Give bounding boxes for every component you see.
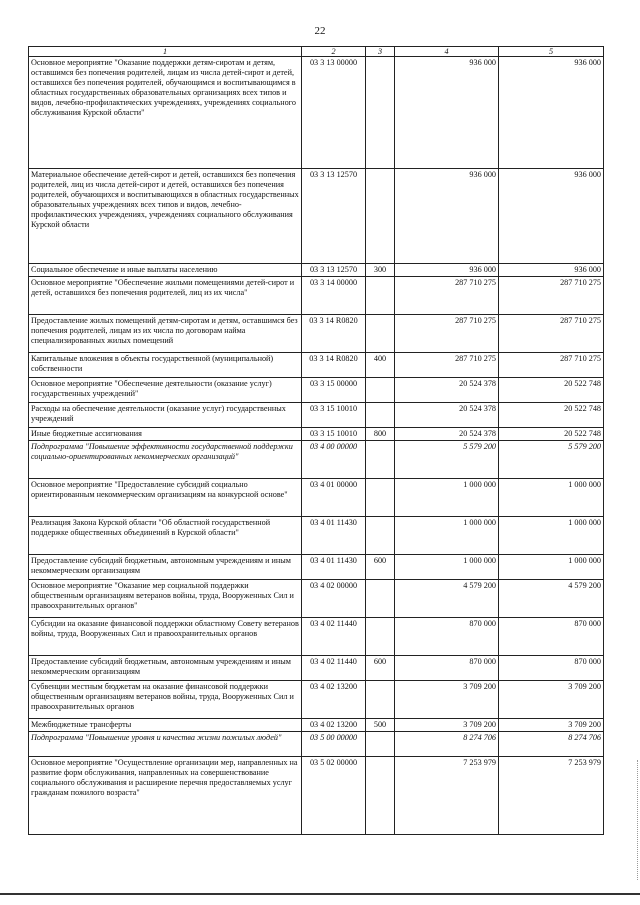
table-row <box>29 517 604 555</box>
row-name: Основное мероприятие "Оказание мер социальной поддержки общественным организациям ветеранов войны, труда, Вооруженных Сил и правоохранительных органов" <box>29 580 302 618</box>
row-code: 03 5 02 00000 <box>302 757 366 835</box>
row-expense-type: 600 <box>366 555 395 580</box>
row-code: 03 3 15 10010 <box>302 428 366 441</box>
row-value-col4: 287 710 275 <box>395 277 499 315</box>
row-value-col4: 20 524 378 <box>395 378 499 403</box>
row-value-col5: 936 000 <box>499 57 604 169</box>
row-value-col4: 8 274 706 <box>395 732 499 757</box>
table-row <box>29 618 604 656</box>
row-value-col5: 8 274 706 <box>499 732 604 757</box>
row-code: 03 4 02 00000 <box>302 580 366 618</box>
row-value-col5: 870 000 <box>499 618 604 656</box>
row-code: 03 3 13 12570 <box>302 169 366 264</box>
row-value-col4: 7 253 979 <box>395 757 499 835</box>
row-value-col5: 936 000 <box>499 169 604 264</box>
row-name: Подпрограмма "Повышение уровня и качества жизни пожилых людей" <box>29 732 302 757</box>
row-expense-type <box>366 681 395 719</box>
row-value-col4: 870 000 <box>395 618 499 656</box>
row-name: Подпрограмма "Повышение эффективности государственной поддержки социально-ориентированных некоммерческих организаций" <box>29 441 302 479</box>
row-name: Предоставление жилых помещений детям-сиротам и детям, оставшимся без попечения родителей, лицам из их числа по договорам найма специализированных жилых помещений <box>29 315 302 353</box>
row-value-col5: 1 000 000 <box>499 517 604 555</box>
row-code: 03 3 13 12570 <box>302 264 366 277</box>
row-value-col4: 1 000 000 <box>395 479 499 517</box>
row-name: Социальное обеспечение и иные выплаты населению <box>29 264 302 277</box>
row-name: Предоставление субсидий бюджетным, автономным учреждениям и иным некоммерческим организациям <box>29 656 302 681</box>
row-name: Основное мероприятие "Обеспечение деятельности (оказание услуг) государственных учреждений" <box>29 378 302 403</box>
table-row <box>29 441 604 479</box>
row-code: 03 3 15 10010 <box>302 403 366 428</box>
row-value-col5: 870 000 <box>499 656 604 681</box>
table-row <box>29 403 604 428</box>
row-expense-type <box>366 378 395 403</box>
row-value-col4: 20 524 378 <box>395 403 499 428</box>
table-row <box>29 580 604 618</box>
row-code: 03 3 14 R0820 <box>302 353 366 378</box>
row-value-col5: 4 579 200 <box>499 580 604 618</box>
row-value-col5: 20 522 748 <box>499 428 604 441</box>
header-col-5: 5 <box>499 47 604 57</box>
table-row <box>29 719 604 732</box>
row-value-col4: 936 000 <box>395 169 499 264</box>
budget-table <box>28 46 604 835</box>
row-code: 03 4 00 00000 <box>302 441 366 479</box>
row-value-col4: 3 709 200 <box>395 719 499 732</box>
table-row <box>29 353 604 378</box>
row-expense-type <box>366 169 395 264</box>
table-row <box>29 479 604 517</box>
row-name: Субвенции местным бюджетам на оказание финансовой поддержки общественным организациям ветеранов войны, труда, Вооруженных Сил и правоохранительных органов <box>29 681 302 719</box>
row-value-col4: 870 000 <box>395 656 499 681</box>
row-expense-type <box>366 403 395 428</box>
row-value-col4: 3 709 200 <box>395 681 499 719</box>
row-expense-type: 600 <box>366 656 395 681</box>
row-name: Иные бюджетные ассигнования <box>29 428 302 441</box>
row-expense-type <box>366 618 395 656</box>
table-row <box>29 378 604 403</box>
row-code: 03 4 02 13200 <box>302 681 366 719</box>
row-value-col4: 5 579 200 <box>395 441 499 479</box>
header-col-4: 4 <box>395 47 499 57</box>
row-value-col5: 3 709 200 <box>499 681 604 719</box>
row-value-col4: 287 710 275 <box>395 353 499 378</box>
row-name: Основное мероприятие "Осуществление организации мер, направленных на развитие форм обслуживания, направленных на совершенствование социального обслуживания и расширение перечня предоставляемых услуг гражданам пожилого возраста" <box>29 757 302 835</box>
row-value-col5: 5 579 200 <box>499 441 604 479</box>
row-value-col5: 7 253 979 <box>499 757 604 835</box>
row-value-col4: 936 000 <box>395 264 499 277</box>
scan-bottom-edge <box>0 893 640 895</box>
row-expense-type <box>366 277 395 315</box>
header-col-3: 3 <box>366 47 395 57</box>
row-value-col4: 1 000 000 <box>395 555 499 580</box>
row-code: 03 4 02 11440 <box>302 656 366 681</box>
row-value-col4: 287 710 275 <box>395 315 499 353</box>
row-value-col5: 1 000 000 <box>499 555 604 580</box>
table-row <box>29 555 604 580</box>
row-name: Материальное обеспечение детей-сирот и детей, оставшихся без попечения родителей, лиц из числа детей-сирот и детей, оставшихся без попечения родителей, обучающихся и воспитывающихся в областных государственных образовательных учреждениях всех типов и видов, лечебно-профилактических учреждениях, учреждениях социального обслуживания Курской области <box>29 169 302 264</box>
row-code: 03 4 02 13200 <box>302 719 366 732</box>
row-value-col5: 20 522 748 <box>499 378 604 403</box>
row-value-col4: 1 000 000 <box>395 517 499 555</box>
row-expense-type <box>366 580 395 618</box>
row-expense-type: 500 <box>366 719 395 732</box>
row-code: 03 3 14 00000 <box>302 277 366 315</box>
row-value-col5: 3 709 200 <box>499 719 604 732</box>
table-row <box>29 277 604 315</box>
row-name: Предоставление субсидий бюджетным, автономным учреждениям и иным некоммерческим организациям <box>29 555 302 580</box>
row-expense-type: 400 <box>366 353 395 378</box>
row-expense-type <box>366 315 395 353</box>
table-row <box>29 656 604 681</box>
row-name: Основное мероприятие "Предоставление субсидий социально ориентированным некоммерческим организациям на конкурсной основе" <box>29 479 302 517</box>
row-expense-type <box>366 57 395 169</box>
row-code: 03 3 13 00000 <box>302 57 366 169</box>
row-name: Расходы на обеспечение деятельности (оказание услуг) государственных учреждений <box>29 403 302 428</box>
row-value-col5: 287 710 275 <box>499 315 604 353</box>
table-header-row <box>29 47 604 57</box>
row-expense-type: 300 <box>366 264 395 277</box>
row-value-col4: 936 000 <box>395 57 499 169</box>
row-expense-type: 800 <box>366 428 395 441</box>
table-row <box>29 428 604 441</box>
row-name: Межбюджетные трансферты <box>29 719 302 732</box>
row-value-col5: 1 000 000 <box>499 479 604 517</box>
row-expense-type <box>366 732 395 757</box>
row-value-col4: 4 579 200 <box>395 580 499 618</box>
row-name: Капитальные вложения в объекты государственной (муниципальной) собственности <box>29 353 302 378</box>
row-value-col4: 20 524 378 <box>395 428 499 441</box>
row-name: Субсидии на оказание финансовой поддержки областному Совету ветеранов войны, труда, Вооруженных Сил и правоохранительных органов <box>29 618 302 656</box>
row-value-col5: 287 710 275 <box>499 277 604 315</box>
header-col-1: 1 <box>29 47 302 57</box>
table-row <box>29 732 604 757</box>
table-row <box>29 757 604 835</box>
row-name: Основное мероприятие "Обеспечение жильми помещениями детей-сирот и детей, оставшихся без попечения родителей, лиц из их числа" <box>29 277 302 315</box>
row-expense-type <box>366 479 395 517</box>
row-code: 03 4 01 11430 <box>302 555 366 580</box>
page-number: 22 <box>314 25 326 37</box>
row-value-col5: 936 000 <box>499 264 604 277</box>
table-row <box>29 169 604 264</box>
row-expense-type <box>366 441 395 479</box>
row-code: 03 4 01 00000 <box>302 479 366 517</box>
row-expense-type <box>366 757 395 835</box>
table-row <box>29 315 604 353</box>
scan-edge-mark <box>636 760 638 880</box>
row-code: 03 3 14 R0820 <box>302 315 366 353</box>
row-code: 03 4 01 11430 <box>302 517 366 555</box>
header-col-2: 2 <box>302 47 366 57</box>
table-row <box>29 57 604 169</box>
row-expense-type <box>366 517 395 555</box>
row-code: 03 5 00 00000 <box>302 732 366 757</box>
table-row <box>29 681 604 719</box>
row-code: 03 4 02 11440 <box>302 618 366 656</box>
row-code: 03 3 15 00000 <box>302 378 366 403</box>
row-value-col5: 287 710 275 <box>499 353 604 378</box>
row-value-col5: 20 522 748 <box>499 403 604 428</box>
row-name: Основное мероприятие "Оказание поддержки детям-сиротам и детям, оставшимся без попечения родителей, лицам из числа детей-сирот и детей, оставшихся без попечения родителей, обучающимся и воспитывающимся в областных государственных образовательных организациях всех типов и видов, лечебно-профилактических учреждениях, учреждениях социального обслуживания Курской области" <box>29 57 302 169</box>
row-name: Реализация Закона Курской области "Об областной государственной поддержке общественных объединений в Курской области" <box>29 517 302 555</box>
table-row <box>29 264 604 277</box>
